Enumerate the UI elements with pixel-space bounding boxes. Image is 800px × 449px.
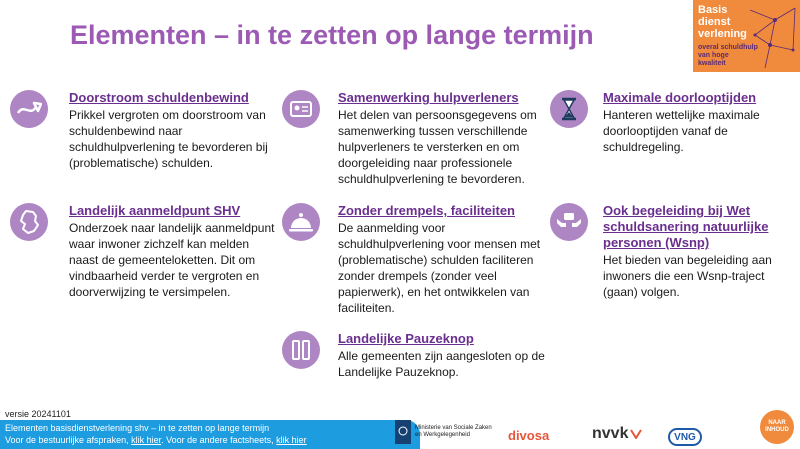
service-bell-icon <box>282 203 320 241</box>
footer-text-pre: Voor de bestuurlijke afspraken, <box>5 435 132 445</box>
pause-icon <box>282 331 320 369</box>
nvvk-mark-icon <box>630 429 642 439</box>
item-zonder-drempels <box>282 203 548 316</box>
ministry-name: Ministerie van Sociale Zaken en Werkgelegenheid <box>415 425 492 438</box>
page-title: Elementen – in te zetten op lange termijn <box>70 20 594 50</box>
item-title[interactable]: Doorstroom schuldenbewind <box>69 90 249 105</box>
vng-text: VNG <box>668 428 702 446</box>
item-text: Onderzoek naar landelijk aanmeldpunt waar inwoner zichzelf kan melden naast de gemeenteloketten. Dit om vindbaarheid verder te vergroten en doorverwijzing te versimpelen. <box>69 221 275 299</box>
version-label: versie 20241101 <box>5 409 71 419</box>
logo-line-1: Basis <box>698 4 728 16</box>
item-title[interactable]: Maximale doorlooptijden <box>603 90 757 105</box>
vng-logo <box>668 428 702 446</box>
arrow-icon <box>10 90 48 128</box>
factsheets-link[interactable]: klik hier <box>276 435 307 445</box>
footer-text-mid: . Voor de andere factsheets, <box>161 435 277 445</box>
logo-line-2: dienst <box>698 16 731 28</box>
item-text: Alle gemeenten zijn aangesloten op de Landelijke Pauzeknop. <box>338 349 545 379</box>
nvvk-text: nvvk <box>592 425 629 442</box>
nvvk-logo <box>592 425 642 443</box>
hourglass-icon <box>550 90 588 128</box>
divosa-text: divosa <box>508 428 550 443</box>
item-title[interactable]: Ook begeleiding bij Wet schuldsanering natuurlijke personen (Wsnp) <box>603 203 769 250</box>
item-text: Het bieden van begeleiding aan inwoners die een Wsnp-traject (gaan) volgen. <box>603 253 772 299</box>
logo-line-3: verlening <box>698 28 747 40</box>
basisdienstverlening-logo <box>693 0 800 72</box>
item-title[interactable]: Landelijk aanmeldpunt SHV <box>69 203 241 218</box>
item-text: Prikkel vergroten om doorstroom van schuldenbewind naar schuldhulpverlening te bevorderen bij (problematische) schulden. <box>69 108 268 170</box>
naar-inhoud-button[interactable]: NAAR INHOUD <box>760 410 794 444</box>
ministry-logo <box>395 420 495 444</box>
network-graphic-icon <box>745 0 800 72</box>
item-title[interactable]: Samenwerking hulpverleners <box>338 90 519 105</box>
helping-hands-icon <box>550 203 588 241</box>
item-doorlooptijden <box>550 90 795 155</box>
bestuurlijke-afspraken-link[interactable]: klik hier <box>131 435 162 445</box>
item-aanmeldpunt <box>10 203 280 300</box>
item-doorstroom <box>10 90 280 171</box>
footer-bar <box>0 420 420 449</box>
id-card-icon <box>282 90 320 128</box>
logo-tagline: overal schuldhulp van hoge kwaliteit <box>698 44 758 67</box>
ministry-crest-icon <box>395 420 411 444</box>
item-title[interactable]: Landelijke Pauzeknop <box>338 331 474 346</box>
netherlands-map-icon <box>10 203 48 241</box>
item-text: Hanteren wettelijke maximale doorlooptijden vanaf de schuldregeling. <box>603 108 760 154</box>
item-title[interactable]: Zonder drempels, faciliteiten <box>338 203 515 218</box>
item-wsnp <box>550 203 795 300</box>
footer-line-2 <box>5 434 420 446</box>
logo-text <box>698 4 747 40</box>
item-samenwerking <box>282 90 548 187</box>
divosa-logo <box>508 428 549 443</box>
footer-line-1: Elementen basisdienstverlening shv – in te zetten op lange termijn <box>5 423 270 433</box>
item-text: Het delen van persoonsgegevens om samenwerking tussen verschillende hulpverleners te versterken en om doorgeleiding naar professionele schuldhulpverlening te bevorderen. <box>338 108 537 186</box>
item-text: De aanmelding voor schuldhulpverlening voor mensen met (problematische) schulden faciliteren zonder drempels (zonder veel papierwerk), en het ontwikkelen van faciliteiten. <box>338 221 541 315</box>
item-pauzeknop <box>282 331 548 380</box>
